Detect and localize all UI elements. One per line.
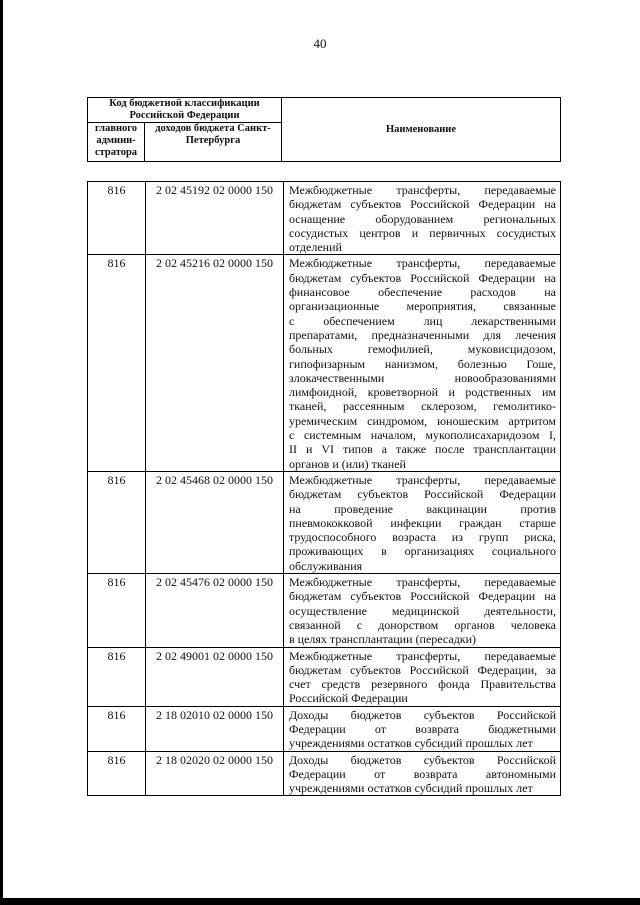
name-line: на проведение вакцинации против xyxy=(289,501,556,516)
name-line: пневмококковой инфекции граждан старше xyxy=(289,515,556,530)
name-line: Межбюджетные трансферты, передаваемые xyxy=(289,575,556,590)
name-line: осуществление медицинской деятельности, xyxy=(289,603,556,618)
name-cell xyxy=(284,182,561,255)
name-line: органов и (или) тканей xyxy=(289,456,406,471)
income-code-cell: 2 02 45192 02 0000 150 xyxy=(146,182,284,255)
income-code-cell: 2 18 02020 02 0000 150 xyxy=(146,751,284,796)
table-row xyxy=(88,471,561,573)
admin-code-cell: 816 xyxy=(88,647,146,706)
name-line: организационные мероприятия, связанные xyxy=(289,299,556,314)
classification-table xyxy=(87,181,561,796)
name-line: Федерации от возврата автономными xyxy=(289,766,556,781)
table-row xyxy=(88,255,561,471)
name-cell xyxy=(284,471,561,573)
name-line: проживающих в организациях социального xyxy=(289,544,556,559)
name-line: оснащение оборудованием региональных xyxy=(289,211,556,226)
admin-code-cell: 816 xyxy=(88,751,146,796)
name-line: больных гемофилией, муковисцидозом, xyxy=(289,342,556,357)
name-cell xyxy=(284,255,561,471)
name-line: финансовое обеспечение расходов на xyxy=(289,285,556,300)
page-number: 40 xyxy=(313,36,327,51)
table-row xyxy=(88,574,561,647)
name-line: сосудистых центров и первичных сосудистых xyxy=(289,225,556,240)
name-line: гипофизарным нанизмом, болезнью Гоше, xyxy=(289,356,556,371)
name-line: обслуживания xyxy=(289,558,363,573)
name-line: Межбюджетные трансферты, передаваемые xyxy=(289,648,556,663)
name-line: Межбюджетные трансферты, передаваемые xyxy=(289,183,556,197)
name-line: Федерации от возврата бюджетными xyxy=(289,721,556,736)
admin-code-cell: 816 xyxy=(88,574,146,647)
name-line: Российской Федерации xyxy=(289,691,408,706)
name-line: бюджетам субъектов Российской Федерации на xyxy=(289,589,556,604)
name-line: лимфоидной, кроветворной и родственных им xyxy=(289,385,556,400)
name-cell xyxy=(284,751,561,796)
admin-code-cell: 816 xyxy=(88,471,146,573)
name-line: злокачественными новообразованиями xyxy=(289,370,556,385)
name-line: учреждениями остатков субсидий прошлых лет xyxy=(289,781,533,796)
name-line: II и VI типов а также после трансплантации xyxy=(289,442,556,457)
name-cell xyxy=(284,647,561,706)
table-row xyxy=(88,706,561,751)
header-budget-classification: Код бюджетной классификации Российской Федерации xyxy=(88,98,282,123)
name-line: бюджетам субъектов Российской Федерации xyxy=(289,487,556,502)
name-line: Доходы бюджетов субъектов Российской xyxy=(289,752,556,767)
name-line: с обеспечением лиц лекарственными xyxy=(289,313,556,328)
name-line: в целях трансплантации (пересадки) xyxy=(289,632,477,647)
income-code-cell: 2 02 45216 02 0000 150 xyxy=(146,255,284,471)
name-line: отделений xyxy=(289,240,342,255)
name-line: бюджетам субъектов Российской Федерации, за xyxy=(289,662,556,677)
name-line: препаратами, предназначенными для лечения xyxy=(289,327,556,342)
header-chief-administrator: главного админи-стратора xyxy=(88,123,145,162)
table-row xyxy=(88,751,561,796)
name-line: тканей, рассеянным склерозом, гемолитико- xyxy=(289,399,556,414)
name-line: Доходы бюджетов субъектов Российской xyxy=(289,707,556,722)
name-line: трудоспособного возраста из групп риска, xyxy=(289,530,556,545)
admin-code-cell: 816 xyxy=(88,255,146,471)
table-row xyxy=(88,182,561,255)
name-cell xyxy=(284,706,561,751)
scan-edge-left xyxy=(0,0,3,905)
income-code-cell: 2 02 45468 02 0000 150 xyxy=(146,471,284,573)
name-cell xyxy=(284,574,561,647)
name-line: бюджетам субъектов Российской Федерации на xyxy=(289,270,556,285)
name-line: с системным началом, мукополисахаридозом I, xyxy=(289,428,556,443)
name-line: бюджетам субъектов Российской Федерации на xyxy=(289,197,556,212)
table-body xyxy=(88,182,561,796)
table-header xyxy=(87,97,561,162)
income-code-cell: 2 02 45476 02 0000 150 xyxy=(146,574,284,647)
table-row xyxy=(88,647,561,706)
admin-code-cell: 816 xyxy=(88,182,146,255)
admin-code-cell: 816 xyxy=(88,706,146,751)
income-code-cell: 2 02 49001 02 0000 150 xyxy=(146,647,284,706)
name-line: уремическим синдромом, юношеским артритом xyxy=(289,413,556,428)
header-budget-income: доходов бюджета Санкт-Петербурга xyxy=(145,123,282,162)
header-name: Наименование xyxy=(282,98,561,162)
name-line: учреждениями остатков субсидий прошлых лет xyxy=(289,736,533,751)
name-line: связанной с донорством органов человека xyxy=(289,617,556,632)
name-line: Межбюджетные трансферты, передаваемые xyxy=(289,256,556,271)
name-line: Межбюджетные трансферты, передаваемые xyxy=(289,472,556,487)
scan-edge-bottom xyxy=(0,898,640,905)
income-code-cell: 2 18 02010 02 0000 150 xyxy=(146,706,284,751)
name-line: счет средств резервного фонда Правительства xyxy=(289,677,556,692)
